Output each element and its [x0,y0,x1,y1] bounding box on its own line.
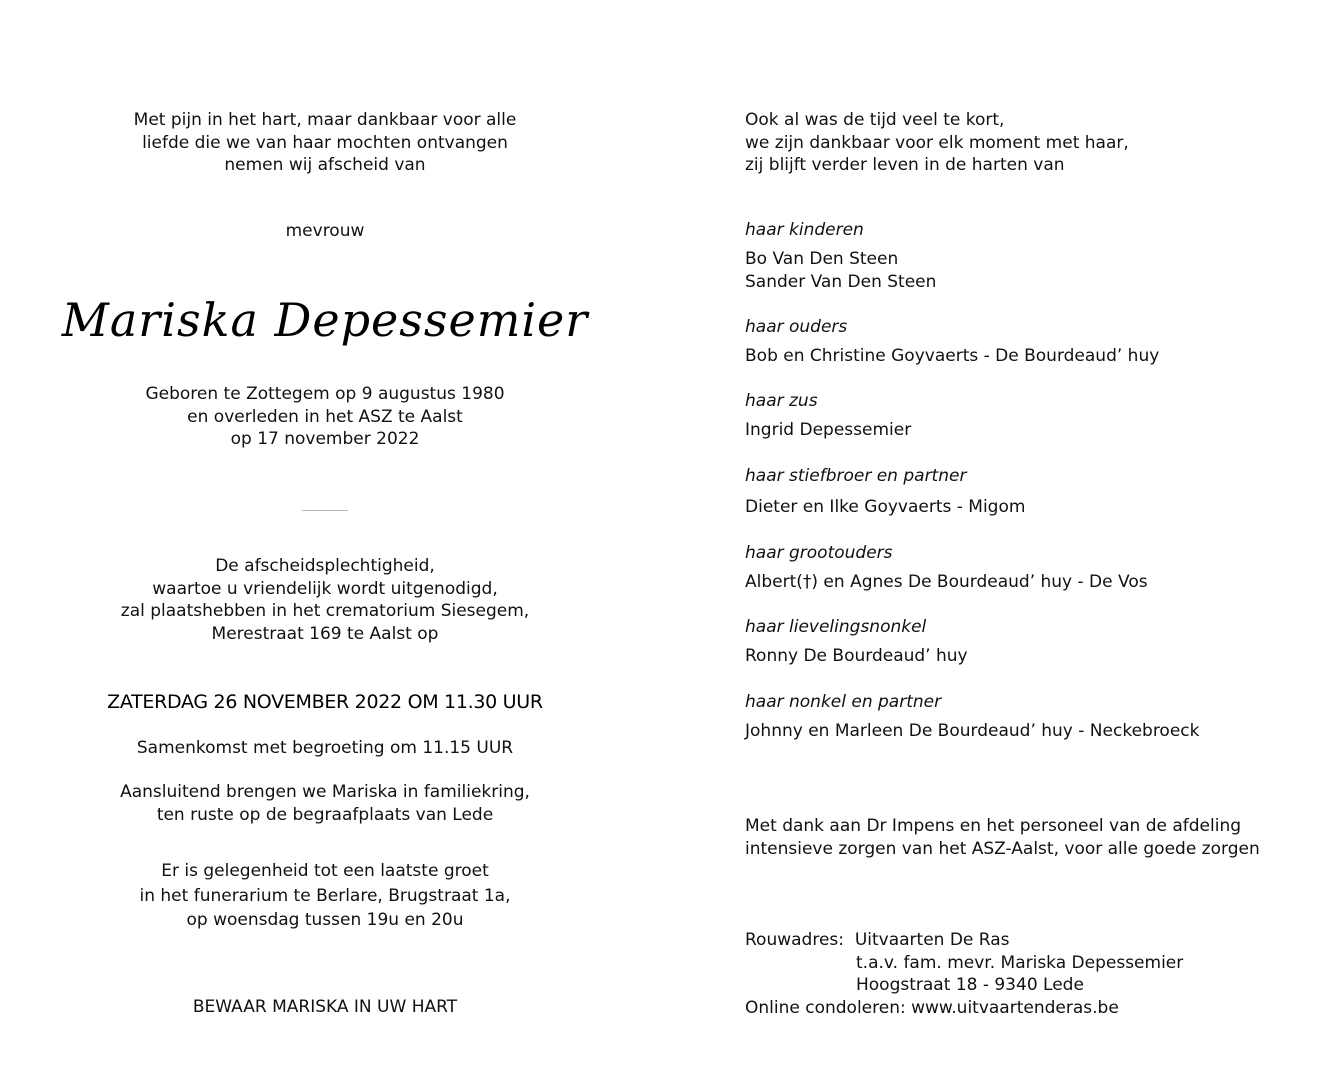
relation-label: haar zus [745,391,818,411]
relative-name: Ronny De Bourdeaud’ huy [745,646,968,666]
relatives-sister [745,390,1315,442]
left-page [0,0,663,1080]
right-intro-text [745,109,1315,177]
ceremony-info [0,555,650,645]
relatives-grandparents [745,542,1315,594]
address-first-row [745,929,1315,952]
closing-text [0,996,650,1019]
relation-label: haar ouders [745,317,848,337]
ceremony-line: Merestraat 169 te Aalst op [211,623,439,644]
ceremony-line: zal plaatshebben in het crematorium Siesegem, [120,601,530,621]
ceremony-line: De afscheidsplechtigheid, [215,556,435,576]
birth-death-info [0,383,650,451]
thanks-text [745,815,1315,860]
relation-label: haar grootouders [745,543,893,563]
relative-name: Dieter en Ilke Goyvaerts - Migom [745,497,1026,517]
right-intro-line: Ook al was de tijd veel te kort, [745,110,1005,130]
ceremony-date-text: ZATERDAG 26 NOVEMBER 2022 OM 11.30 UUR [107,691,543,713]
thanks-line: Met dank aan Dr Impens en het personeel van de afdeling [745,816,1242,836]
right-intro-line: zij blijft verder leven in de harten van [745,155,1065,175]
online-condolence-link[interactable]: Online condoleren: www.uitvaartenderas.be [745,997,1119,1018]
visit-line: in het funerarium te Berlare, Brugstraat 1a, [139,885,511,906]
closing-line: BEWAAR MARISKA IN UW HART [192,997,458,1017]
intro-line: Met pijn in het hart, maar dankbaar voor alle [133,110,517,130]
gathering-info [0,737,650,760]
relation-label: haar kinderen [745,220,864,240]
relative-name: Bob en Christine Goyvaerts - De Bourdeaud’ huy [745,346,1160,366]
relatives-favorite-uncle [745,616,1315,668]
right-intro-line: we zijn dankbaar voor elk moment met haar, [745,132,1129,153]
relatives-stepbrother [745,465,1315,519]
ceremony-date [0,690,650,714]
visit-line: Er is gelegenheid tot een laatste groet [161,861,489,881]
visit-info [0,859,650,933]
address-label: Rouwadres: [745,930,844,950]
intro-text [0,109,650,177]
relative-name: Sander Van Den Steen [745,271,937,292]
deceased-name [0,290,650,350]
thanks-line: intensieve zorgen van het ASZ-Aalst, voor alle goede zorgen [745,838,1260,859]
right-page [663,0,1326,1080]
relation-label: haar lievelingsnonkel [745,617,927,637]
relative-name: Ingrid Depessemier [745,420,912,440]
intro-line: nemen wij afscheid van [224,155,426,175]
relative-name: Bo Van Den Steen [745,249,899,269]
birth-line: Geboren te Zottegem op 9 augustus 1980 [145,384,505,404]
relatives-parents [745,316,1315,368]
burial-line: Aansluitend brengen we Mariska in familiekring, [120,782,530,802]
address-line: Hoogstraat 18 - 9340 Lede [856,975,1084,995]
burial-info [0,781,650,826]
honorific-text: mevrouw [285,221,365,241]
birth-line: en overleden in het ASZ te Aalst [187,406,463,427]
relation-label: haar nonkel en partner [745,692,942,712]
relative-name: Johnny en Marleen De Bourdeaud’ huy - Neckebroeck [745,721,1200,741]
address-line: Uitvaarten De Ras [854,930,1010,950]
relative-name: Albert(†) en Agnes De Bourdeaud’ huy - De Vos [745,572,1148,592]
birth-line: op 17 november 2022 [230,429,420,449]
ceremony-line: waartoe u vriendelijk wordt uitgenodigd, [152,578,498,599]
gathering-text: Samenkomst met begroeting om 11.15 UUR [136,738,514,758]
mourning-address [745,929,1315,1019]
intro-line: liefde die we van haar mochten ontvangen [142,132,508,153]
honorific [0,220,650,243]
relatives-uncle-partner [745,691,1315,743]
section-divider [302,510,348,511]
visit-line: op woensdag tussen 19u en 20u [186,910,464,930]
burial-line: ten ruste op de begraafplaats van Lede [156,804,494,825]
relatives-children [745,219,1315,293]
address-line: t.a.v. fam. mevr. Mariska Depessemier [856,952,1184,973]
deceased-name-text: Mariska Depessemier [61,293,589,347]
relation-label: haar stiefbroer en partner [745,466,967,486]
